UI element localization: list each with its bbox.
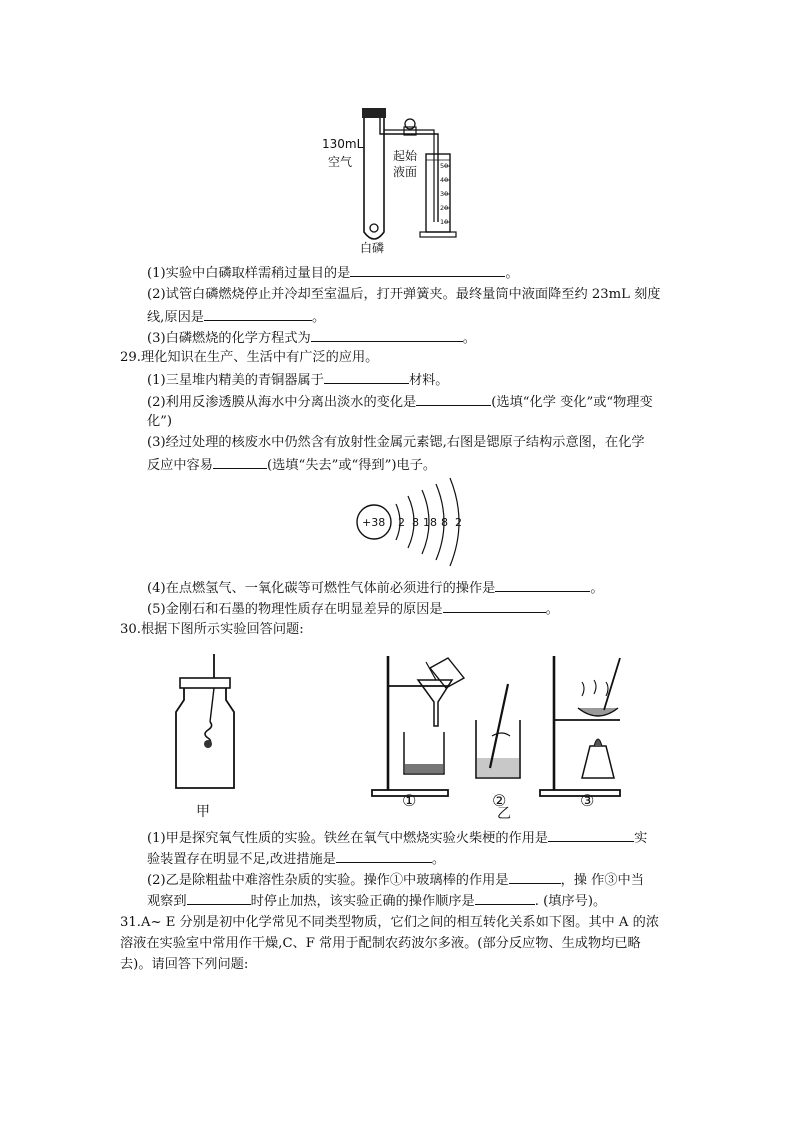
answer-blank[interactable] (443, 598, 546, 613)
answer-blank[interactable] (324, 369, 409, 384)
answer-blank[interactable] (336, 848, 432, 863)
shell-electrons: 18 (423, 516, 437, 529)
phosphorus-label: 白磷 (360, 241, 385, 255)
q29-part2-line1: (2)利用反渗透膜从海水中分离出淡水的变化是 (选填“化学 变化”或“物理变 (147, 391, 653, 413)
answer-blank[interactable] (204, 306, 312, 321)
q30-part1-line2: 验装置存在明显不足,改进措施是 。 (147, 848, 445, 870)
scale-mark: 20 (440, 204, 449, 212)
q29-part3-line2: 反应中容易 (选填“失去”或“得到”)电子。 (147, 454, 436, 476)
q30-part2-line1: (2)乙是除粗盐中难溶性杂质的实验。操作①中玻璃棒的作用是 ，操 作③中当 (147, 869, 644, 891)
q28-part2-line1: (2)试管白磷燃烧停止并冷却至室温后，打开弹簧夹。最终量筒中液面降至约 23mL 刻度 (147, 287, 661, 302)
operation-label: ② (492, 791, 507, 810)
start-level-label: 起始 (393, 149, 418, 163)
answer-blank[interactable] (475, 890, 535, 905)
tube-gas-label: 空气 (328, 155, 353, 169)
q31-line1: 31.A~ E 分别是初中化学常见不同类型物质，它们之间的相互转化关系如下图。其中 A 的浓 (120, 915, 660, 930)
q29-part3-line1: (3)经过处理的核废水中仍然含有放射性金属元素锶,右图是锶原子结构示意图，在化学 (147, 435, 645, 450)
phosphorus-apparatus-figure (300, 104, 470, 256)
q30-heading: 30.根据下图所示实验回答问题: (120, 622, 304, 637)
scale-mark: 10 (440, 218, 449, 226)
nucleus-charge: +38 (362, 516, 386, 529)
answer-blank[interactable] (187, 890, 251, 905)
shell-electrons: 2 (398, 516, 405, 529)
scale-mark: 40 (440, 176, 449, 184)
answer-blank[interactable] (509, 869, 561, 884)
start-level-label: 液面 (393, 165, 418, 179)
q29-heading: 29.理化知识在生产、生活中有广泛的应用。 (120, 350, 379, 365)
q30-part2-line2: 观察到 时停止加热，该实验正确的操作顺序是 . (填序号)。 (147, 890, 606, 912)
q31-line2: 溶液在实验室中常用作干燥,C、F 常用于配制农药波尔多液。(部分反应物、生成物均已略 (120, 936, 641, 951)
q28-part1: (1)实验中白磷取样需稍过量目的是 。 (147, 262, 519, 284)
scale-mark: 30 (440, 190, 449, 198)
tube-volume-label: 130mL (322, 137, 364, 151)
figure-label-jia: 甲 (196, 804, 210, 820)
answer-blank[interactable] (350, 262, 505, 277)
shell-electrons: 2 (455, 516, 462, 529)
q29-part5: (5)金刚石和石墨的物理性质存在明显差异的原因是 。 (147, 598, 559, 620)
q30-part1-line1: (1)甲是探究氧气性质的实验。铁丝在氧气中燃烧实验火柴梗的作用是 实 (147, 827, 647, 849)
q28-part3: (3)白磷燃烧的化学方程式为 。 (147, 327, 476, 349)
shell-electrons: 8 (412, 516, 419, 529)
shell-electrons: 8 (441, 516, 448, 529)
q28-part2-line2: 线,原因是 。 (147, 306, 325, 328)
q29-part2-line2: 化”) (147, 414, 173, 429)
answer-blank[interactable] (416, 391, 491, 406)
answer-blank[interactable] (311, 327, 463, 342)
answer-blank[interactable] (548, 827, 634, 842)
salt-purification-figure (368, 650, 638, 820)
operation-label: ① (402, 791, 417, 810)
operation-label: ③ (580, 791, 595, 810)
q29-part1: (1)三星堆内精美的青铜器属于 材料。 (147, 369, 449, 391)
oxygen-jar-figure (170, 650, 250, 820)
answer-blank[interactable] (495, 577, 590, 592)
figure-label-yi: 乙 (497, 806, 511, 822)
q29-part4: (4)在点燃氢气、一氧化碳等可燃性气体前必须进行的操作是 。 (147, 577, 604, 599)
scale-mark: 50 (440, 162, 449, 170)
q31-line3: 去)。请回答下列问题: (120, 957, 249, 972)
strontium-atom-diagram (350, 476, 470, 568)
answer-blank[interactable] (213, 454, 267, 469)
